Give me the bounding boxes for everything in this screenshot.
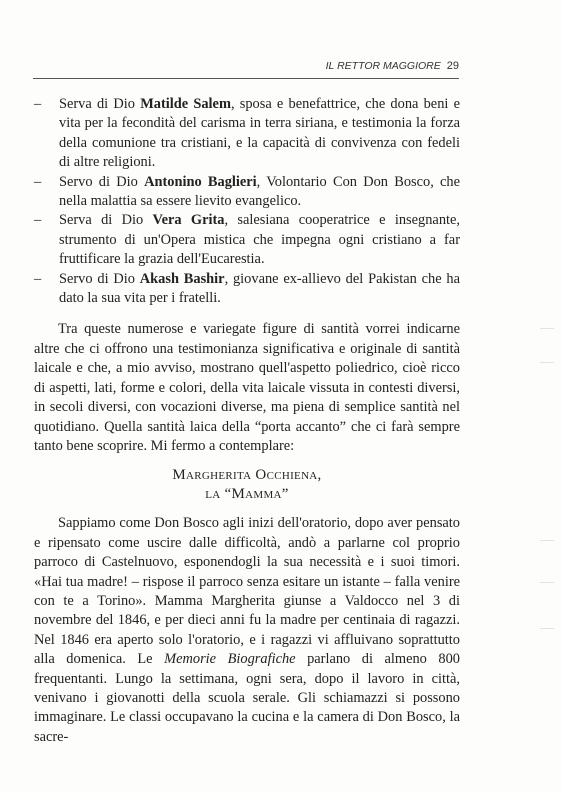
item-prefix: Serva di Dio [59, 212, 153, 229]
item-text: , salesiana cooperatrice e insegnante, strumento di un'Opera mistica che impegna ogni cristiano a far fruttificare la grazia dell'Eucarestia. [59, 212, 460, 268]
page-body [34, 95, 460, 747]
dash-marker: – [34, 270, 42, 287]
list-item [34, 211, 460, 269]
item-prefix: Servo di Dio [59, 270, 140, 287]
intro-paragraph: Tra queste numerose e variegate figure di santità vorrei indicarne altre che ci offrono una testimonianza significativa e originale di santità laicale e che, a mio avviso, mostrano quell'aspetto poliedrico, cioè ricco di aspetti, lati, forme e colori, della vita laicale vissuta in contesti diversi, in secoli diversi, con vocazioni diverse, ma piena di semplice santità nel quotidiano. Quella santità laica della “porta accanto” che ci farà sempre tanto bene scoprire. Mi fermo a contemplare: [34, 321, 460, 454]
paragraph-text-continued: parlano di almeno 800 frequentanti. Lungo la settimana, ogni sera, dopo il lavoro in città, venivano i giovanotti della scuola serale. Gli schiamazzi si possono immaginare. Le classi occupavano la cucina e la camera di Don Bosco, la sacre- [34, 651, 460, 745]
page-number: 29 [446, 60, 459, 72]
section-heading-line-2: la “Mamma” [205, 486, 289, 503]
scan-margin-mark [540, 628, 554, 629]
list-item [34, 173, 460, 212]
book-title: Memorie Biografiche [164, 651, 296, 668]
item-name: Vera Grita [152, 212, 225, 229]
scan-margin-mark [540, 582, 554, 583]
paragraph-text: Sappiamo come Don Bosco agli inizi dell'oratorio, dopo aver pensato e ripensato come uscire dalle difficoltà, andò a parlarne col proprio parroco di Castelnuovo, esponendogli la sua necessità e i suoi timori. «Hai tua madre! – rispose il parroco senza esitare un istante – falla venire con te a Torino». Mamma Margherita giunse a Valdocco nel 3 di novembre del 1846, e per dieci anni fu la madre per centinaia di ragazzi. Nel 1846 era aperto solo l'oratorio, e i ragazzi vi affluivano soprattutto alla domenica. Le [34, 515, 460, 668]
dash-marker: – [34, 212, 42, 229]
item-name: Matilde Salem [140, 96, 231, 112]
scan-margin-mark [540, 328, 554, 329]
section-heading [34, 466, 460, 504]
item-text: , giovane ex-allievo del Pakistan che ha dato la sua vita per i fratelli. [59, 270, 461, 307]
item-prefix: Serva di Dio [59, 96, 141, 112]
item-text: , Volontario Con Don Bosco, che nella malattia sa essere lievito evangelico. [59, 173, 460, 210]
running-header [33, 60, 459, 79]
scan-margin-mark [540, 540, 554, 541]
section-heading-line-1: Margherita Occhiena, [172, 467, 322, 484]
list-item [34, 95, 460, 173]
dash-marker: – [34, 173, 42, 190]
item-name: Antonino Baglieri [144, 173, 257, 190]
dash-marker: – [34, 96, 42, 112]
running-title: IL RETTOR MAGGIORE [325, 60, 441, 72]
item-text: , sposa e benefattrice, che dona beni e vita per la fecondità del carisma in terra siriana, e testimonia la forza della comunione tra cristiani, e la capacità di convivenza con fedeli di altre religioni. [59, 96, 460, 171]
scan-margin-mark [540, 362, 554, 363]
margherita-paragraph [34, 514, 460, 747]
item-name: Akash Bashir [139, 270, 225, 287]
servants-of-god-list [34, 95, 460, 308]
list-item [34, 270, 460, 309]
item-prefix: Servo di Dio [59, 173, 145, 190]
